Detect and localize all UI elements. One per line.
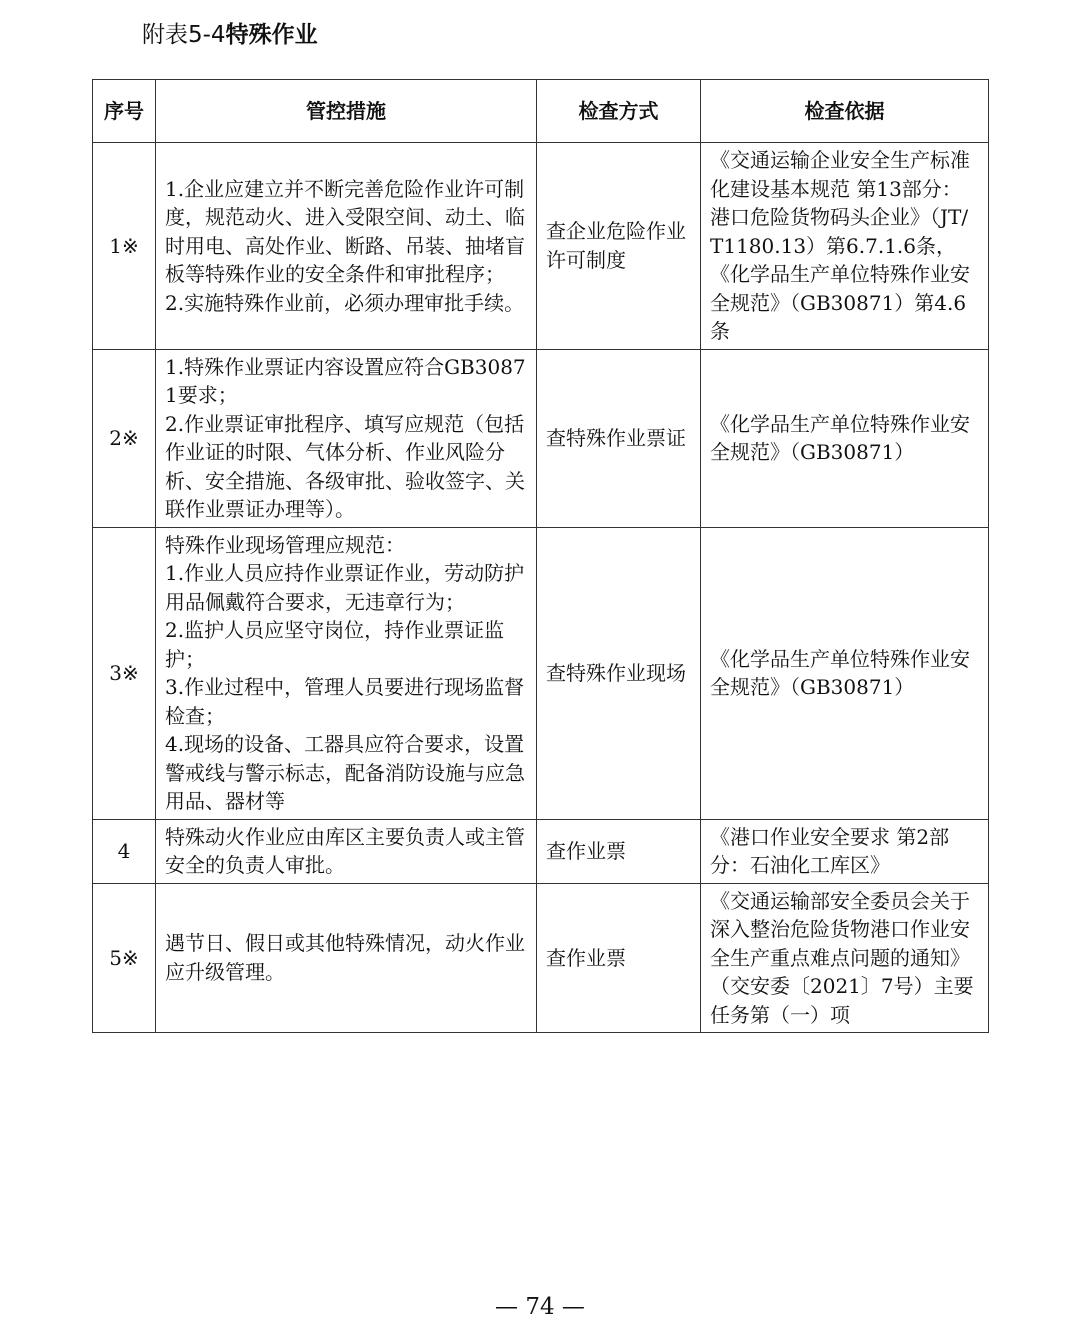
row-measures: 1.企业应建立并不断完善危险作业许可制度，规范动火、进入受限空间、动土、临时用电、高处作业、断路、吊装、抽堵盲板等特殊作业的安全条件和审批程序； 2.实施特殊作业前，必须办理审批手续。 — [156, 143, 537, 350]
page-number: — 74 — — [495, 1294, 585, 1320]
row-method: 查作业票 — [537, 883, 701, 1033]
row-method: 查作业票 — [537, 819, 701, 883]
row-method: 查特殊作业票证 — [537, 349, 701, 527]
row-basis: 《化学品生产单位特殊作业安全规范》（GB30871） — [701, 349, 989, 527]
row-method: 查特殊作业现场 — [537, 527, 701, 819]
table-row — [93, 143, 989, 350]
table-header-row — [93, 80, 989, 143]
row-seq: 4 — [93, 819, 156, 883]
header-seq: 序号 — [93, 80, 156, 143]
caption-prefix: 附表5-4 — [142, 22, 226, 48]
row-measures: 特殊作业现场管理应规范： 1.作业人员应持作业票证作业，劳动防护用品佩戴符合要求，无违章行为； 2.监护人员应坚守岗位，持作业票证监护； 3.作业过程中，管理人员要进行现场监督检查； 4.现场的设备、工器具应符合要求，设置警戒线与警示标志，配备消防设施与应急用品、器材等 — [156, 527, 537, 819]
row-basis: 《交通运输企业安全生产标准化建设基本规范 第13部分：港口危险货物码头企业》（JT/T1180.13）第6.7.1.6条，《化学品生产单位特殊作业安全规范》（GB30871）第4.6条 — [701, 143, 989, 350]
row-method: 查企业危险作业许可制度 — [537, 143, 701, 350]
table-row — [93, 527, 989, 819]
row-basis: 《化学品生产单位特殊作业安全规范》（GB30871） — [701, 527, 989, 819]
table-caption — [142, 18, 318, 52]
row-seq: 2※ — [93, 349, 156, 527]
header-basis: 检查依据 — [701, 80, 989, 143]
caption-title: 特殊作业 — [225, 22, 318, 48]
special-operations-table — [92, 79, 989, 1033]
row-basis: 《交通运输部安全委员会关于深入整治危险货物港口作业安全生产重点难点问题的通知》（交安委〔2021〕7号）主要任务第（一）项 — [701, 883, 989, 1033]
header-measures: 管控措施 — [156, 80, 537, 143]
row-basis: 《港口作业安全要求 第2部分：石油化工库区》 — [701, 819, 989, 883]
table-row — [93, 883, 989, 1033]
row-seq: 5※ — [93, 883, 156, 1033]
row-measures: 遇节日、假日或其他特殊情况，动火作业应升级管理。 — [156, 883, 537, 1033]
row-measures: 1.特殊作业票证内容设置应符合GB30871要求； 2.作业票证审批程序、填写应规范（包括作业证的时限、气体分析、作业风险分析、安全措施、各级审批、验收签字、关联作业票证办理等）。 — [156, 349, 537, 527]
row-seq: 3※ — [93, 527, 156, 819]
table-row — [93, 349, 989, 527]
row-measures: 特殊动火作业应由库区主要负责人或主管安全的负责人审批。 — [156, 819, 537, 883]
row-seq: 1※ — [93, 143, 156, 350]
header-method: 检查方式 — [537, 80, 701, 143]
table-row — [93, 819, 989, 883]
